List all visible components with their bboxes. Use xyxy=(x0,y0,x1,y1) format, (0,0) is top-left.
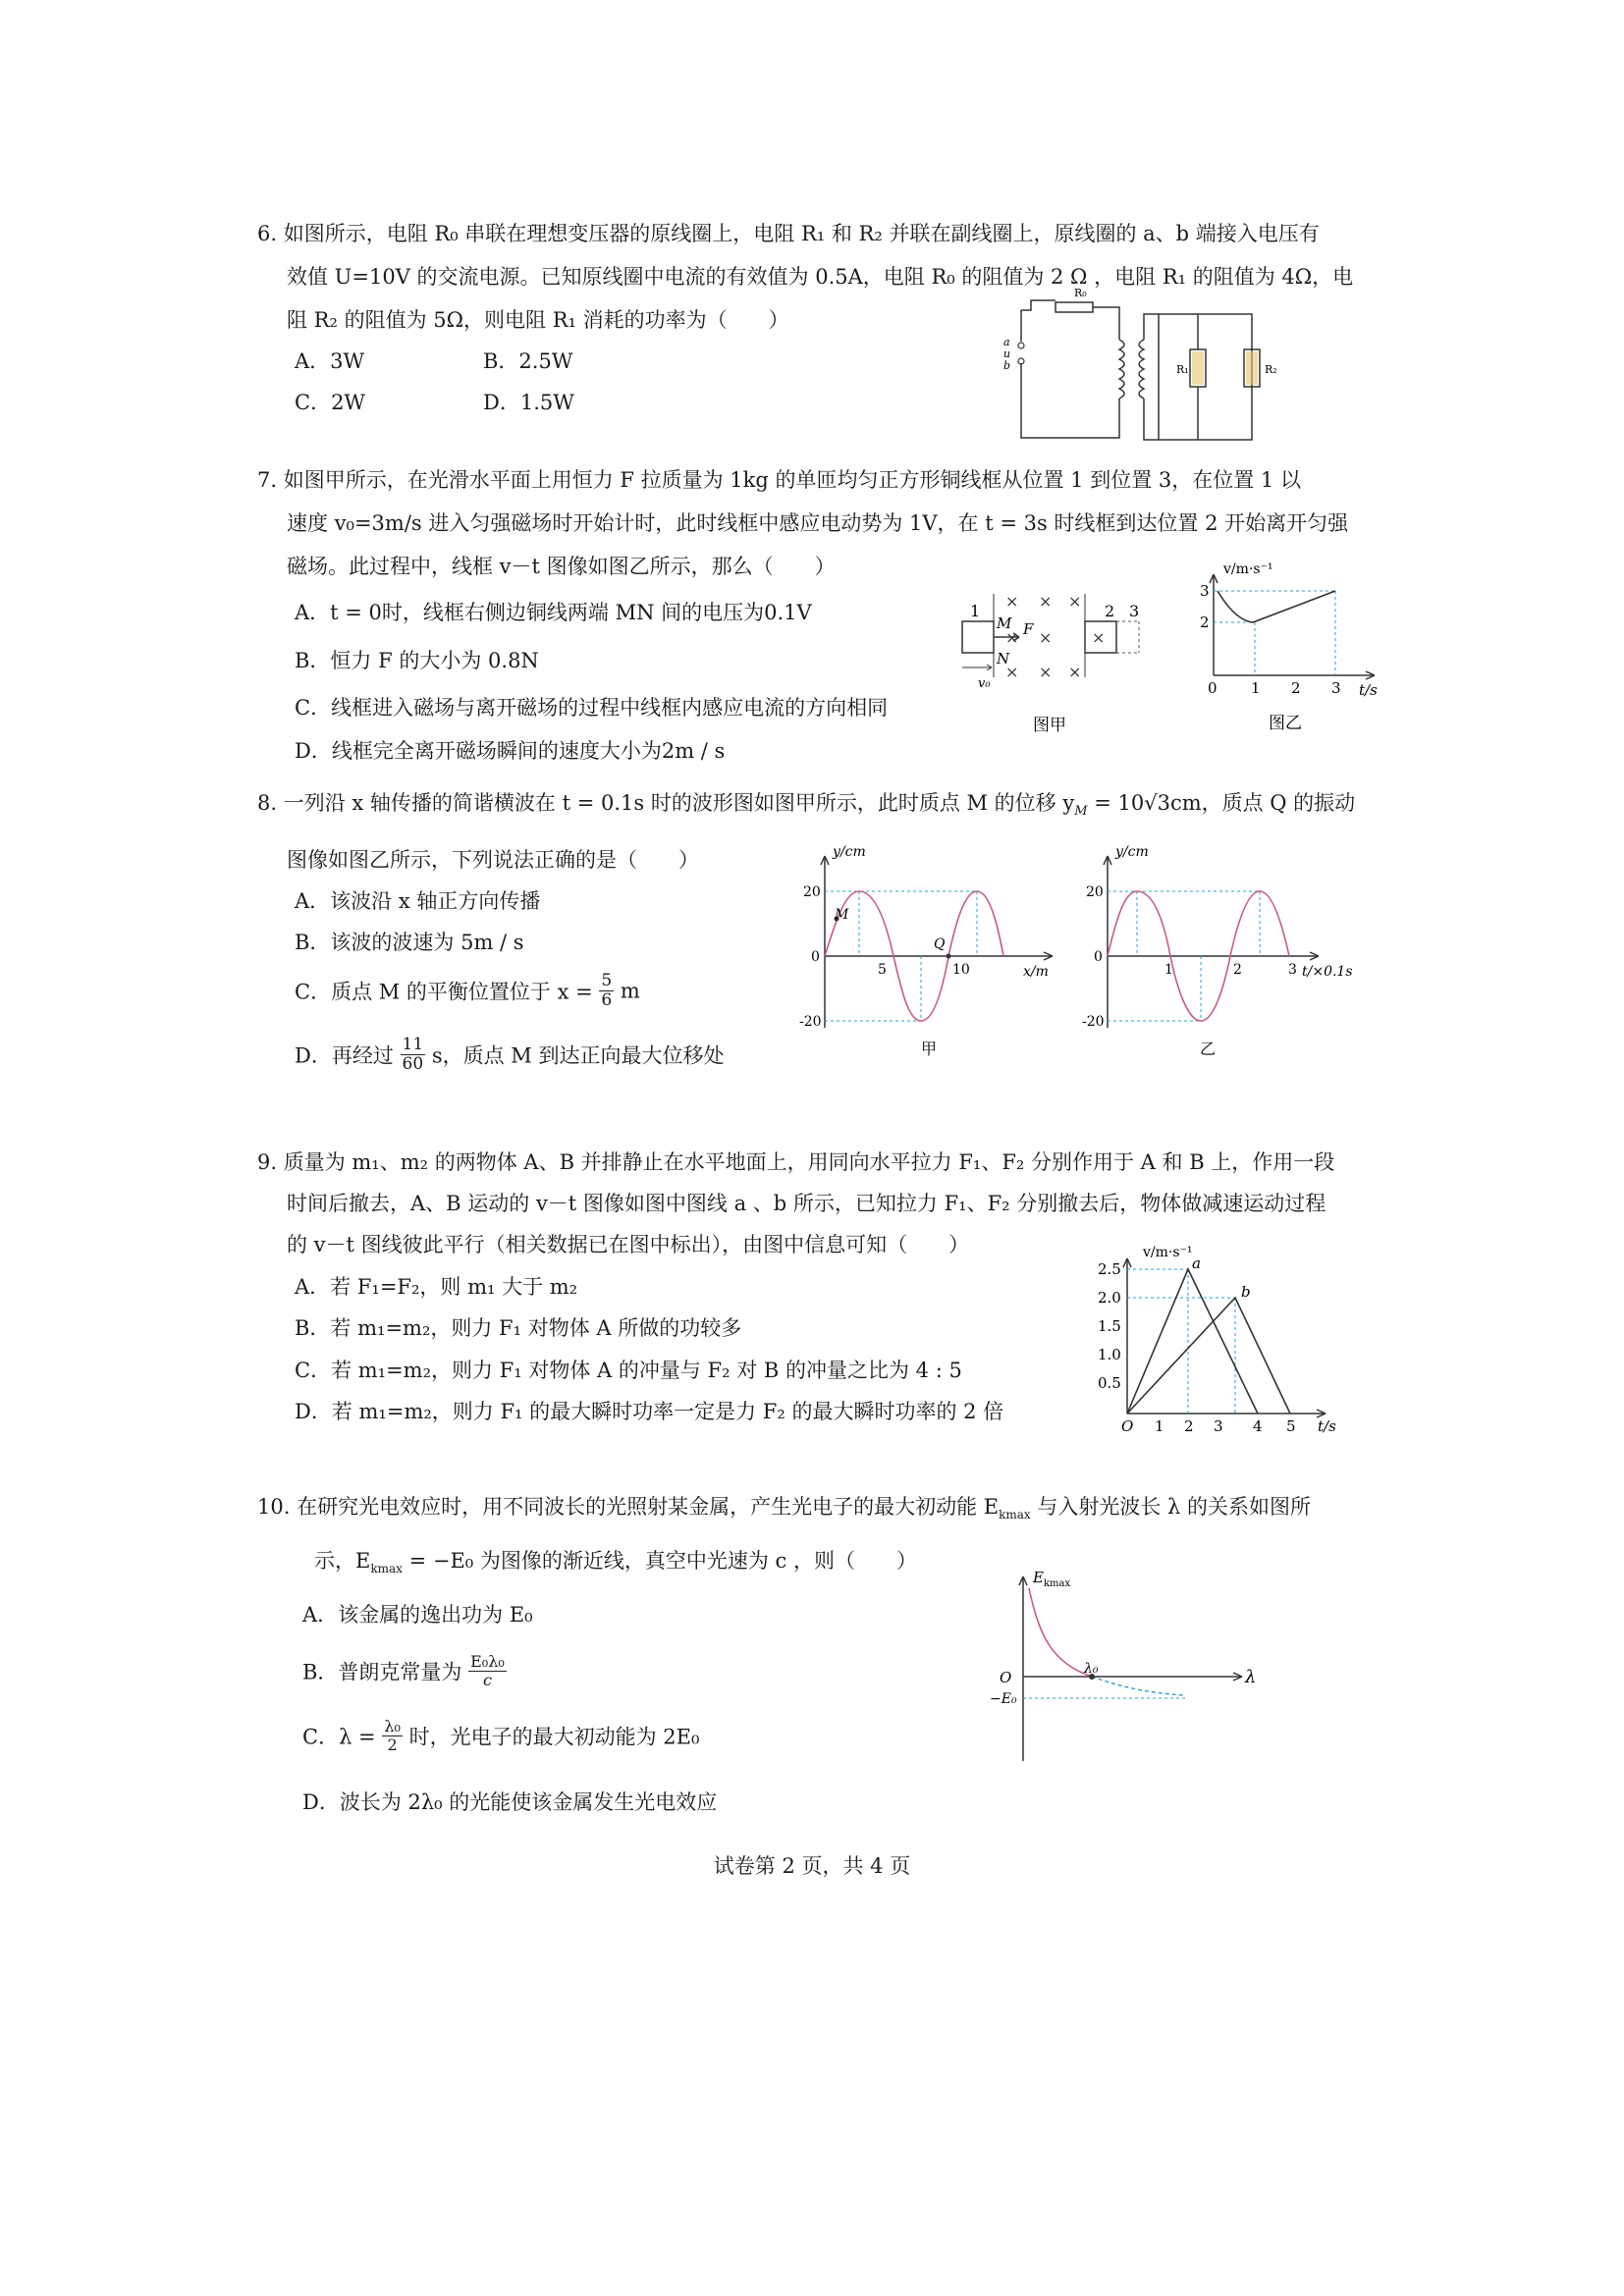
q7-option-c: C．线框进入磁场与离开磁场的过程中线框内感应电流的方向相同 xyxy=(295,696,889,720)
q8-fig-jia-ylabel: y/cm xyxy=(833,844,866,860)
q10-option-c-post: 时，光电子的最大初动能为 2E₀ xyxy=(408,1725,700,1749)
q9-fig-ylabel: v/m·s⁻¹ xyxy=(1143,1245,1193,1260)
q8-fig-yi-ylabel: y/cm xyxy=(1115,844,1149,860)
q7-fig-f: F xyxy=(1023,620,1034,638)
q9-fig-xlabel: t/s xyxy=(1318,1417,1336,1435)
q10-line2-post: = −E₀ 为图像的渐近线，真空中光速为 c ，则（ ） xyxy=(402,1549,917,1573)
q7-fig-cross: × xyxy=(1005,592,1019,611)
q8-fig-yi-vibration xyxy=(1078,846,1363,1062)
q7-fig-cross: × xyxy=(1039,592,1053,611)
q8-fig-jia-yn20: -20 xyxy=(799,1014,822,1030)
q7-fig-yi-x1: 1 xyxy=(1251,679,1261,697)
q8-line1b-text: = 10√3cm，质点 Q 的振动 xyxy=(1087,791,1356,815)
q7-fig-cross: × xyxy=(1039,628,1053,647)
q7-fig-pos1: 1 xyxy=(970,602,981,620)
q9-option-b: B．若 m₁=m₂，则力 F₁ 对物体 A 所做的功较多 xyxy=(295,1316,742,1340)
q10-fig-lambda0: λ₀ xyxy=(1084,1661,1099,1677)
q7-fig-v0: v₀ xyxy=(978,676,991,691)
q7-fig-yi-x2: 2 xyxy=(1291,679,1301,697)
q6-fig-r2-label: R₂ xyxy=(1265,363,1277,376)
q7-fig-yi-x3: 3 xyxy=(1331,679,1341,697)
q7-fig-yi-x0: 0 xyxy=(1208,679,1218,697)
q8-option-c-unit: m xyxy=(620,979,640,1003)
q9-fig-line-b-label: b xyxy=(1241,1283,1251,1301)
q7-fig-m: M xyxy=(997,614,1012,632)
q6-fig-a-label: a xyxy=(1003,336,1010,348)
q9-fig-ytick-1.0: 1.0 xyxy=(1098,1346,1121,1363)
q7-option-a: A．t = 0时，线框右侧边铜线两端 MN 间的电压为0.1V xyxy=(295,601,812,624)
q7-option-d: D．线框完全离开磁场瞬间的速度大小为2m / s xyxy=(295,739,726,763)
q8-fig-yi-xlabel: t/×0.1s xyxy=(1302,964,1353,980)
q8-fig-yi-x3: 3 xyxy=(1288,962,1297,978)
q6-line3: 阻 R₂ 的阻值为 5Ω，则电阻 R₁ 消耗的功率为（ ） xyxy=(287,308,789,332)
q8-line1-sub: M xyxy=(1074,804,1088,820)
q8-option-d-text: D．再经过 xyxy=(295,1043,394,1068)
q10-option-b-num: E₀λ₀ xyxy=(470,1652,505,1671)
q10-line1b-text: 与入射光波长 λ 的关系如图所 xyxy=(1030,1495,1311,1519)
q9-fig-ytick-2.0: 2.0 xyxy=(1098,1289,1121,1307)
q10-line1 xyxy=(257,1491,1311,1522)
q10-fig-ylabel-sub: kmax xyxy=(1044,1578,1071,1589)
q10-line1-text: 10. 在研究光电效应时，用不同波长的光照射某金属，产生光电子的最大初动能 E xyxy=(257,1495,1000,1519)
q8-fig-jia-q: Q xyxy=(934,936,946,952)
q7-fig-pos3: 3 xyxy=(1129,602,1140,620)
q8-fig-yi-x2: 2 xyxy=(1233,962,1242,978)
q10-option-c xyxy=(302,1718,699,1754)
q7-fig-yi-vt-graph xyxy=(1188,560,1394,746)
q6-line1: 6. 如图所示，电阻 R₀ 串联在理想变压器的原线圈上，电阻 R₁ 和 R₂ 并联在副线圈上，原线圈的 a、b 端接入电压有 xyxy=(257,222,1320,245)
q8-fig-jia-m: M xyxy=(835,907,849,923)
q7-fig-yi-y3: 3 xyxy=(1200,582,1210,600)
q8-option-a: A．该波沿 x 轴正方向传播 xyxy=(295,889,541,913)
q8-option-d xyxy=(295,1036,725,1074)
q10-option-b-den: c xyxy=(482,1671,492,1689)
q10-line2-pre: 示，E xyxy=(314,1549,371,1573)
q8-fig-jia-xlabel: x/m xyxy=(1023,964,1049,980)
q8-line1-text: 8. 一列沿 x 轴传播的简谐横波在 t = 0.1s 时的波形图如图甲所示，此时质点 M 的位移 y xyxy=(257,791,1075,815)
q6-option-b: B．2.5W xyxy=(483,349,573,373)
q8-fig-jia-x10: 10 xyxy=(952,962,970,978)
q8-fig-jia-y20: 20 xyxy=(803,884,821,900)
q9-vt-graph xyxy=(1098,1239,1363,1435)
q9-line1: 9. 质量为 m₁、m₂ 的两物体 A、B 并排静止在水平地面上，用同向水平拉力 F₁、F₂ 分别作用于 A 和 B 上，作用一段 xyxy=(257,1150,1335,1174)
q7-fig-yi-ylabel: v/m·s⁻¹ xyxy=(1223,561,1273,577)
q8-fig-jia-waveform xyxy=(795,846,1070,1062)
q7-fig-cross: × xyxy=(1068,663,1082,681)
q7-fig-cross: × xyxy=(1039,663,1053,681)
q8-line1 xyxy=(257,787,1355,819)
q10-option-c-num: λ₀ xyxy=(384,1717,401,1735)
q10-option-c-den: 2 xyxy=(387,1735,398,1754)
q10-fig-xlabel: λ xyxy=(1245,1667,1257,1687)
q8-fig-yi-y0: 0 xyxy=(1094,949,1103,965)
q9-fig-line-a-label: a xyxy=(1192,1255,1201,1272)
q9-fig-xtick-2: 2 xyxy=(1184,1417,1194,1435)
q9-fig-xtick-4: 4 xyxy=(1253,1417,1263,1435)
q8-option-c xyxy=(295,972,640,1010)
q6-option-d: D．1.5W xyxy=(483,391,574,414)
q7-fig-yi-y2: 2 xyxy=(1200,614,1210,631)
q7-option-b: B．恒力 F 的大小为 0.8N xyxy=(295,649,539,672)
q9-fig-xtick-5: 5 xyxy=(1286,1417,1296,1435)
q6-fig-b-label: b xyxy=(1003,359,1011,372)
q10-option-b-text: B．普朗克常量为 xyxy=(302,1660,462,1684)
q7-line3: 磁场。此过程中，线框 v－t 图像如图乙所示，那么（ ） xyxy=(287,555,836,578)
q8-fig-jia-x5: 5 xyxy=(878,962,887,978)
q7-fig-n: N xyxy=(997,650,1010,667)
q8-fig-yi-caption: 乙 xyxy=(1200,1040,1217,1058)
q8-option-d-text2: s，质点 M 到达正向最大位移处 xyxy=(431,1043,725,1068)
q6-option-a: A．3W xyxy=(295,349,365,373)
q8-fig-jia-caption: 甲 xyxy=(921,1040,938,1058)
q10-fig-neg-e0: −E₀ xyxy=(990,1691,1017,1707)
q8-option-d-num: 11 xyxy=(402,1035,424,1054)
q9-fig-ytick-1.5: 1.5 xyxy=(1098,1317,1121,1335)
page-footer: 试卷第 2 页，共 4 页 xyxy=(713,1854,911,1878)
q8-fig-yi-x1: 1 xyxy=(1164,962,1173,978)
q9-fig-ytick-2.5: 2.5 xyxy=(1098,1260,1121,1278)
q7-line1: 7. 如图甲所示，在光滑水平面上用恒力 F 拉质量为 1kg 的单匝均匀正方形铜线框从位置 1 到位置 3，在位置 1 以 xyxy=(257,468,1301,492)
q8-fig-yi-y20: 20 xyxy=(1086,884,1104,900)
q9-option-a: A．若 F₁=F₂，则 m₁ 大于 m₂ xyxy=(295,1275,578,1299)
q8-option-b: B．该波的波速为 5m / s xyxy=(295,931,524,954)
q9-line3: 的 v－t 图线彼此平行（相关数据已在图中标出），由图中信息可知（ ） xyxy=(287,1233,970,1256)
q8-line2: 图像如图乙所示，下列说法正确的是（ ） xyxy=(287,848,699,872)
q10-line2 xyxy=(314,1545,917,1575)
q6-transformer-circuit xyxy=(992,287,1384,448)
q10-option-b xyxy=(302,1653,507,1689)
q7-fig-jia-caption: 图甲 xyxy=(1033,716,1066,735)
q10-option-d: D．波长为 2λ₀ 的光能使该金属发生光电效应 xyxy=(302,1790,718,1814)
q6-fig-r1-label: R₁ xyxy=(1176,363,1189,376)
q7-fig-yi-caption: 图乙 xyxy=(1269,714,1302,733)
q7-fig-yi-xlabel: t/s xyxy=(1359,681,1378,699)
q8-fig-yi-yn20: -20 xyxy=(1082,1014,1105,1030)
q6-fig-u-label: u xyxy=(1003,347,1011,360)
q10-fig-ylabel: E xyxy=(1033,1569,1044,1586)
q10-option-a: A．该金属的逸出功为 E₀ xyxy=(302,1603,533,1627)
q7-fig-jia-magnetic-field xyxy=(943,589,1178,746)
q9-fig-origin: O xyxy=(1121,1417,1134,1435)
q9-line2: 时间后撤去，A、B 运动的 v－t 图像如图中图线 a 、b 所示，已知拉力 F₁、F₂ 分别撤去后，物体做减速运动过程 xyxy=(287,1192,1326,1215)
q8-fig-jia-y0: 0 xyxy=(811,949,820,965)
q9-fig-xtick-3: 3 xyxy=(1214,1417,1223,1435)
q8-option-c-num: 5 xyxy=(601,971,613,990)
q9-option-d: D．若 m₁=m₂，则力 F₁ 的最大瞬时功率一定是力 F₂ 的最大瞬时功率的 2 倍 xyxy=(295,1400,1004,1423)
q7-fig-cross: × xyxy=(1005,663,1019,681)
q10-ekmax-lambda-graph xyxy=(982,1565,1276,1781)
q7-fig-cross: × xyxy=(1068,592,1082,611)
q10-fig-origin: O xyxy=(1000,1669,1012,1686)
q7-fig-cross: × xyxy=(1005,628,1019,647)
q9-fig-ytick-0.5: 0.5 xyxy=(1098,1374,1121,1392)
q7-line2: 速度 v₀=3m/s 进入匀强磁场时开始计时，此时线框中感应电动势为 1V，在 t = 3s 时线框到达位置 2 开始离开匀强 xyxy=(287,511,1349,535)
q8-option-d-den: 60 xyxy=(402,1054,424,1074)
q10-line1-sub: kmax xyxy=(999,1508,1031,1522)
q6-fig-r0-label: R₀ xyxy=(1074,287,1087,299)
q9-option-c: C．若 m₁=m₂，则力 F₁ 对物体 A 的冲量与 F₂ 对 B 的冲量之比为 4 : 5 xyxy=(295,1359,962,1382)
q6-option-c: C．2W xyxy=(295,391,366,414)
q8-option-c-text: C．质点 M 的平衡位置位于 x = xyxy=(295,980,593,1004)
q9-fig-xtick-1: 1 xyxy=(1155,1417,1164,1435)
q6-line2: 效值 U=10V 的交流电源。已知原线圈中电流的有效值为 0.5A，电阻 R₀ 的阻值为 2 Ω ，电阻 R₁ 的阻值为 4Ω，电 xyxy=(287,265,1354,289)
q8-option-c-den: 6 xyxy=(601,990,613,1010)
q7-fig-cross: × xyxy=(1092,628,1106,647)
q7-fig-pos2: 2 xyxy=(1105,602,1115,620)
q10-line2-sub: kmax xyxy=(370,1562,403,1576)
q10-option-c-pre: C．λ = xyxy=(302,1725,376,1749)
